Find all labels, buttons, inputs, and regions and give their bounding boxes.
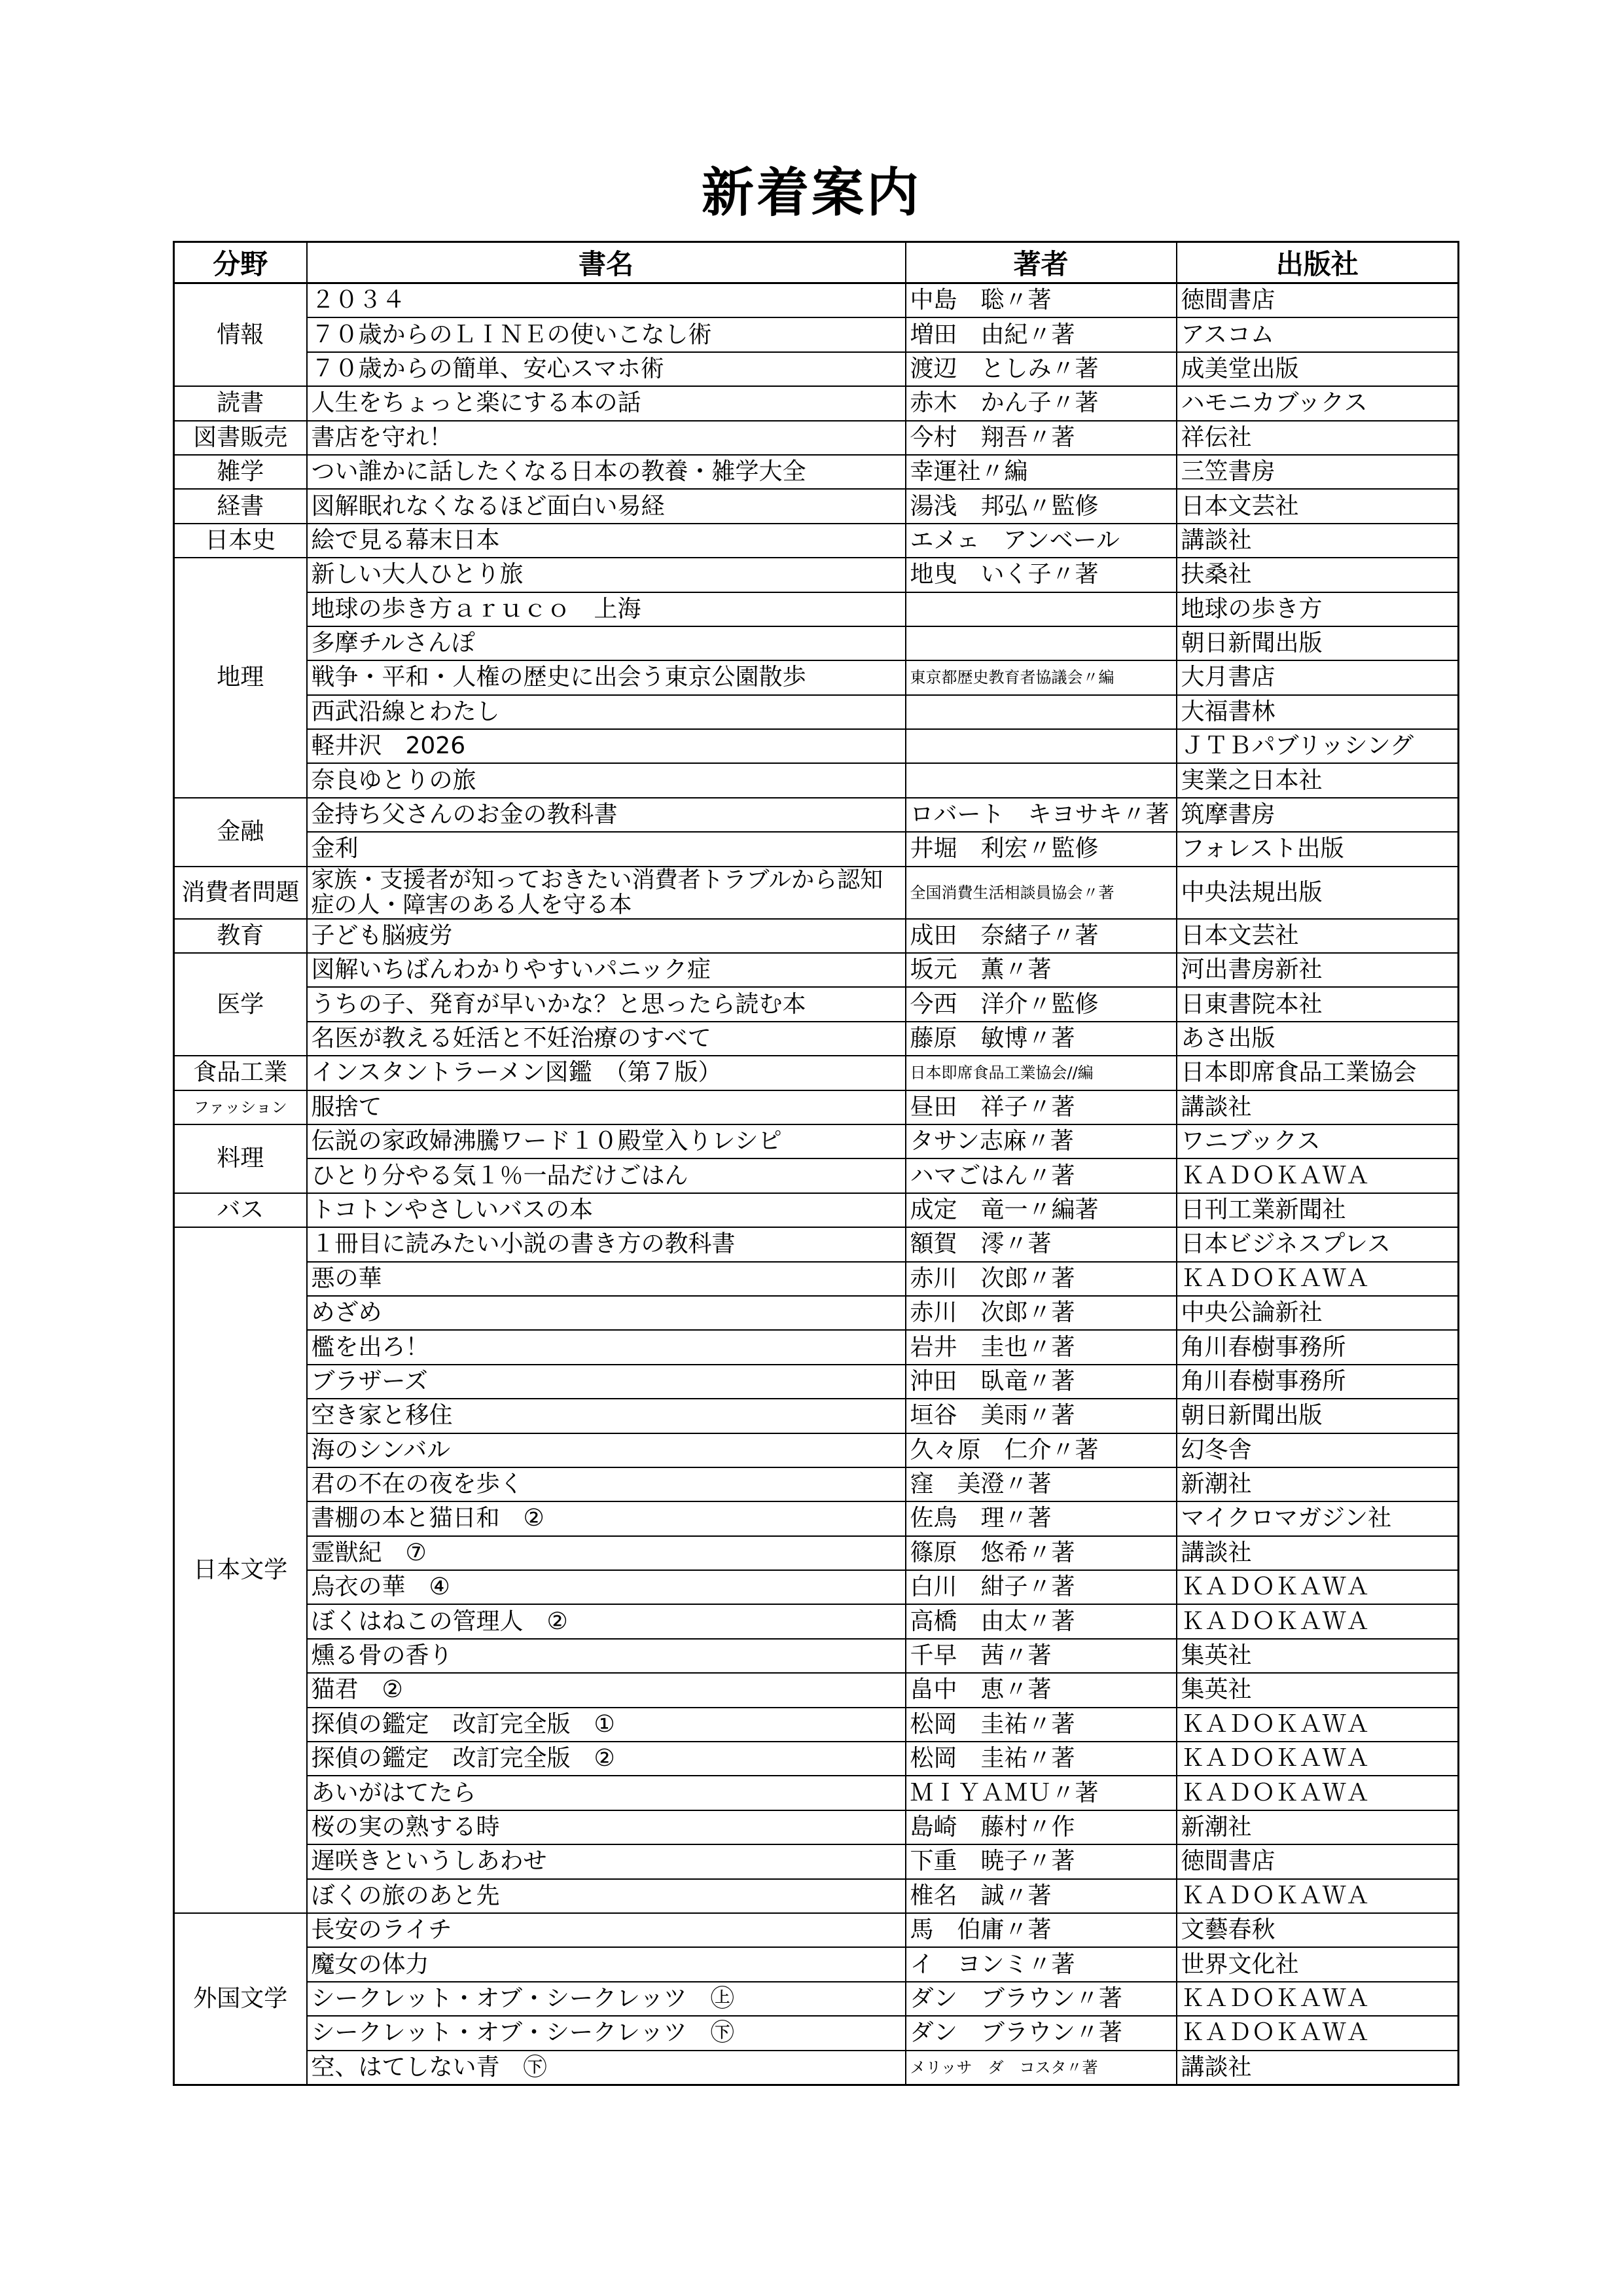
author-cell: 千早 茜〃著 <box>906 1639 1177 1673</box>
author-cell: 松岡 圭祐〃著 <box>906 1742 1177 1776</box>
table-row <box>174 1399 1459 1433</box>
title-cell: ブラザーズ <box>307 1365 906 1399</box>
title-cell: トコトンやさしいバスの本 <box>307 1193 906 1227</box>
title-cell: 西武沿線とわたし <box>307 695 906 729</box>
table-row <box>174 729 1459 763</box>
author-cell: 下重 暁子〃著 <box>906 1844 1177 1878</box>
publisher-cell: 世界文化社 <box>1177 1947 1459 1981</box>
title-cell: インスタントラーメン図鑑 （第７版） <box>307 1056 906 1090</box>
publisher-cell: 日本即席食品工業協会 <box>1177 1056 1459 1090</box>
category-cell: 図書販売 <box>174 421 307 455</box>
title-cell: 伝説の家政婦沸騰ワード１０殿堂入りレシピ <box>307 1124 906 1158</box>
table-row <box>174 1330 1459 1364</box>
table-row <box>174 592 1459 626</box>
category-cell: 食品工業 <box>174 1056 307 1090</box>
table-row <box>174 1570 1459 1604</box>
page-title: 新着案内 <box>702 162 921 223</box>
title-cell: 金持ち父さんのお金の教科書 <box>307 798 906 832</box>
table-row <box>174 867 1459 919</box>
table-row <box>174 1604 1459 1638</box>
publisher-cell: ＫＡＤＯＫＡＷＡ <box>1177 1570 1459 1604</box>
publisher-cell: 徳間書店 <box>1177 283 1459 318</box>
title-cell: シークレット・オブ・シークレッツ ㊤ <box>307 1982 906 2016</box>
table-row <box>174 317 1459 351</box>
title-cell: 空、はてしない青 ㊦ <box>307 2051 906 2085</box>
table-row <box>174 1982 1459 2016</box>
author-cell: 地曳 いく子〃著 <box>906 558 1177 592</box>
author-cell <box>906 763 1177 797</box>
category-cell: 地理 <box>174 558 307 798</box>
table-row <box>174 1879 1459 1913</box>
title-cell: 檻を出ろ！ <box>307 1330 906 1364</box>
publisher-cell: 日本文芸社 <box>1177 919 1459 953</box>
author-cell: 島崎 藤村〃作 <box>906 1810 1177 1844</box>
table-row <box>174 1467 1459 1501</box>
title-cell: 図解眠れなくなるほど面白い易経 <box>307 489 906 523</box>
publisher-cell: あさ出版 <box>1177 1022 1459 1056</box>
table-row <box>174 455 1459 489</box>
title-cell: ぼくの旅のあと先 <box>307 1879 906 1913</box>
author-cell: 昼田 祥子〃著 <box>906 1090 1177 1124</box>
table-row <box>174 919 1459 953</box>
author-cell: ダン ブラウン〃著 <box>906 2016 1177 2050</box>
title-cell: 遅咲きというしあわせ <box>307 1844 906 1878</box>
category-cell: 読書 <box>174 386 307 420</box>
publisher-cell: 朝日新聞出版 <box>1177 626 1459 660</box>
author-cell: 渡辺 としみ〃著 <box>906 352 1177 386</box>
table-row <box>174 2051 1459 2085</box>
table-row <box>174 1501 1459 1535</box>
publisher-cell: 集英社 <box>1177 1639 1459 1673</box>
title-cell: 多摩チルさんぽ <box>307 626 906 660</box>
author-cell: 赤川 次郎〃著 <box>906 1296 1177 1330</box>
publisher-cell: ＫＡＤＯＫＡＷＡ <box>1177 1158 1459 1193</box>
author-cell: 坂元 薫〃著 <box>906 953 1177 987</box>
header-category: 分野 <box>174 242 307 283</box>
title-cell: ７０歳からのＬＩＮＥの使いこなし術 <box>307 317 906 351</box>
title-cell: あいがはてたら <box>307 1776 906 1810</box>
publisher-cell: 扶桑社 <box>1177 558 1459 592</box>
category-cell: バス <box>174 1193 307 1227</box>
publisher-cell: 三笠書房 <box>1177 455 1459 489</box>
title-cell: うちの子、発育が早いかな？と思ったら読む本 <box>307 987 906 1021</box>
author-cell: 赤木 かん子〃著 <box>906 386 1177 420</box>
author-cell: 東京都歴史教育者協議会〃編 <box>906 660 1177 694</box>
header-publisher: 出版社 <box>1177 242 1459 283</box>
publisher-cell: 大月書店 <box>1177 660 1459 694</box>
author-cell: 松岡 圭祐〃著 <box>906 1708 1177 1742</box>
title-cell: ぼくはねこの管理人 ② <box>307 1604 906 1638</box>
publisher-cell: ＫＡＤＯＫＡＷＡ <box>1177 2016 1459 2050</box>
publisher-cell: 祥伝社 <box>1177 421 1459 455</box>
publisher-cell: 幻冬舎 <box>1177 1433 1459 1467</box>
table-row <box>174 1124 1459 1158</box>
table-row <box>174 1193 1459 1227</box>
author-cell: ロバート キヨサキ〃著 <box>906 798 1177 832</box>
table-row <box>174 421 1459 455</box>
author-cell: イ ヨンミ〃著 <box>906 1947 1177 1981</box>
publisher-cell: ＫＡＤＯＫＡＷＡ <box>1177 1708 1459 1742</box>
publisher-cell: ワニブックス <box>1177 1124 1459 1158</box>
author-cell: 畠中 恵〃著 <box>906 1673 1177 1707</box>
author-cell: ダン ブラウン〃著 <box>906 1982 1177 2016</box>
table-row <box>174 1158 1459 1193</box>
author-cell: 今村 翔吾〃著 <box>906 421 1177 455</box>
title-cell: 軽井沢 2026 <box>307 729 906 763</box>
author-cell: 沖田 臥竜〃著 <box>906 1365 1177 1399</box>
title-cell: 新しい大人ひとり旅 <box>307 558 906 592</box>
table-row <box>174 626 1459 660</box>
title-cell: 猫君 ② <box>307 1673 906 1707</box>
table-row <box>174 283 1459 318</box>
publisher-cell: アスコム <box>1177 317 1459 351</box>
publisher-cell: 地球の歩き方 <box>1177 592 1459 626</box>
publisher-cell: 日刊工業新聞社 <box>1177 1193 1459 1227</box>
table-row <box>174 558 1459 592</box>
category-cell: 医学 <box>174 953 307 1056</box>
author-cell <box>906 592 1177 626</box>
author-cell: 椎名 誠〃著 <box>906 1879 1177 1913</box>
table-row <box>174 1262 1459 1296</box>
title-cell: 探偵の鑑定 改訂完全版 ② <box>307 1742 906 1776</box>
header-row <box>174 242 1459 283</box>
category-cell: 教育 <box>174 919 307 953</box>
author-cell: 増田 由紀〃著 <box>906 317 1177 351</box>
category-cell: ファッション <box>174 1090 307 1124</box>
title-cell: 地球の歩き方ａｒｕｃｏ 上海 <box>307 592 906 626</box>
table-row <box>174 953 1459 987</box>
category-cell: 料理 <box>174 1124 307 1193</box>
category-cell: 経書 <box>174 489 307 523</box>
category-cell: 日本文学 <box>174 1227 307 1913</box>
publisher-cell: ＪＴＢパブリッシング <box>1177 729 1459 763</box>
publisher-cell: 実業之日本社 <box>1177 763 1459 797</box>
author-cell: 成定 竜一〃編著 <box>906 1193 1177 1227</box>
title-cell: 奈良ゆとりの旅 <box>307 763 906 797</box>
author-cell: 中島 聡〃著 <box>906 283 1177 318</box>
table-row <box>174 1913 1459 1947</box>
new-arrivals-table <box>173 241 1459 2086</box>
publisher-cell: 講談社 <box>1177 1090 1459 1124</box>
author-cell: 白川 紺子〃著 <box>906 1570 1177 1604</box>
title-cell: 絵で見る幕末日本 <box>307 524 906 558</box>
title-cell: 書店を守れ！ <box>307 421 906 455</box>
author-cell: 岩井 圭也〃著 <box>906 1330 1177 1364</box>
header-author: 著者 <box>906 242 1177 283</box>
title-cell: 悪の華 <box>307 1262 906 1296</box>
table-row <box>174 489 1459 523</box>
publisher-cell: 新潮社 <box>1177 1810 1459 1844</box>
publisher-cell: 角川春樹事務所 <box>1177 1365 1459 1399</box>
title-cell: ２０３４ <box>307 283 906 318</box>
publisher-cell: ＫＡＤＯＫＡＷＡ <box>1177 1604 1459 1638</box>
table-row <box>174 1776 1459 1810</box>
table-row <box>174 1742 1459 1776</box>
title-cell: 君の不在の夜を歩く <box>307 1467 906 1501</box>
table-row <box>174 1639 1459 1673</box>
publisher-cell: 成美堂出版 <box>1177 352 1459 386</box>
title-cell: 空き家と移住 <box>307 1399 906 1433</box>
publisher-cell: ＫＡＤＯＫＡＷＡ <box>1177 1982 1459 2016</box>
publisher-cell: 講談社 <box>1177 1536 1459 1570</box>
author-cell: 井堀 利宏〃監修 <box>906 832 1177 866</box>
author-cell: タサン志麻〃著 <box>906 1124 1177 1158</box>
publisher-cell: 河出書房新社 <box>1177 953 1459 987</box>
title-cell: ひとり分やる気１％一品だけごはん <box>307 1158 906 1193</box>
publisher-cell: 日本ビジネスプレス <box>1177 1227 1459 1261</box>
title-cell: 家族・支援者が知っておきたい消費者トラブルから認知症の人・障害のある人を守る本 <box>307 867 906 919</box>
title-cell: 燻る骨の香り <box>307 1639 906 1673</box>
author-cell: 垣谷 美雨〃著 <box>906 1399 1177 1433</box>
author-cell: 湯浅 邦弘〃監修 <box>906 489 1177 523</box>
table-row <box>174 763 1459 797</box>
author-cell: 幸運社〃編 <box>906 455 1177 489</box>
title-cell: 子ども脳疲労 <box>307 919 906 953</box>
table-row <box>174 1090 1459 1124</box>
category-cell: 金融 <box>174 798 307 867</box>
publisher-cell: 講談社 <box>1177 524 1459 558</box>
publisher-cell: 集英社 <box>1177 1673 1459 1707</box>
publisher-cell: 筑摩書房 <box>1177 798 1459 832</box>
author-cell: 馬 伯庸〃著 <box>906 1913 1177 1947</box>
publisher-cell: 朝日新聞出版 <box>1177 1399 1459 1433</box>
author-cell: 藤原 敏博〃著 <box>906 1022 1177 1056</box>
author-cell: メリッサ ダ コスタ〃著 <box>906 2051 1177 2085</box>
author-cell: 全国消費生活相談員協会〃著 <box>906 867 1177 919</box>
publisher-cell: 中央法規出版 <box>1177 867 1459 919</box>
title-cell: 戦争・平和・人権の歴史に出会う東京公園散歩 <box>307 660 906 694</box>
author-cell: ハマごはん〃著 <box>906 1158 1177 1193</box>
title-cell: 図解いちばんわかりやすいパニック症 <box>307 953 906 987</box>
table-row <box>174 660 1459 694</box>
table-body <box>174 283 1459 2085</box>
publisher-cell: 大福書林 <box>1177 695 1459 729</box>
author-cell: 佐鳥 理〃著 <box>906 1501 1177 1535</box>
title-cell: 金利 <box>307 832 906 866</box>
title-cell: 人生をちょっと楽にする本の話 <box>307 386 906 420</box>
author-cell: 久々原 仁介〃著 <box>906 1433 1177 1467</box>
publisher-cell: ハモニカブックス <box>1177 386 1459 420</box>
publisher-cell: 角川春樹事務所 <box>1177 1330 1459 1364</box>
title-cell: つい誰かに話したくなる日本の教養・雑学大全 <box>307 455 906 489</box>
publisher-cell: 徳間書店 <box>1177 1844 1459 1878</box>
publisher-cell: ＫＡＤＯＫＡＷＡ <box>1177 1879 1459 1913</box>
category-cell: 外国文学 <box>174 1913 307 2085</box>
publisher-cell: 日本文芸社 <box>1177 489 1459 523</box>
title-cell: ７０歳からの簡単、安心スマホ術 <box>307 352 906 386</box>
table-row <box>174 524 1459 558</box>
publisher-cell: ＫＡＤＯＫＡＷＡ <box>1177 1262 1459 1296</box>
author-cell: 成田 奈緒子〃著 <box>906 919 1177 953</box>
publisher-cell: ＫＡＤＯＫＡＷＡ <box>1177 1742 1459 1776</box>
publisher-cell: マイクロマガジン社 <box>1177 1501 1459 1535</box>
header-title: 書名 <box>307 242 906 283</box>
author-cell: 赤川 次郎〃著 <box>906 1262 1177 1296</box>
title-cell: 探偵の鑑定 改訂完全版 ① <box>307 1708 906 1742</box>
category-cell: 日本史 <box>174 524 307 558</box>
table-row <box>174 1536 1459 1570</box>
publisher-cell: 新潮社 <box>1177 1467 1459 1501</box>
table-row <box>174 1708 1459 1742</box>
title-cell: 海のシンバル <box>307 1433 906 1467</box>
title-cell: 名医が教える妊活と不妊治療のすべて <box>307 1022 906 1056</box>
table-row <box>174 695 1459 729</box>
table-row <box>174 1227 1459 1261</box>
category-cell: 雑学 <box>174 455 307 489</box>
author-cell: 篠原 悠希〃著 <box>906 1536 1177 1570</box>
publisher-cell: ＫＡＤＯＫＡＷＡ <box>1177 1776 1459 1810</box>
author-cell: 額賀 澪〃著 <box>906 1227 1177 1261</box>
author-cell: ＭＩＹＡＭＵ〃著 <box>906 1776 1177 1810</box>
table-row <box>174 1810 1459 1844</box>
publisher-cell: 文藝春秋 <box>1177 1913 1459 1947</box>
table-row <box>174 798 1459 832</box>
table-row <box>174 1365 1459 1399</box>
title-cell: 魔女の体力 <box>307 1947 906 1981</box>
table-row <box>174 352 1459 386</box>
author-cell <box>906 626 1177 660</box>
author-cell: 高橋 由太〃著 <box>906 1604 1177 1638</box>
table-row <box>174 987 1459 1021</box>
author-cell <box>906 695 1177 729</box>
publisher-cell: フォレスト出版 <box>1177 832 1459 866</box>
category-cell: 情報 <box>174 283 307 387</box>
table-row <box>174 1296 1459 1330</box>
author-cell: エメェ アンベール <box>906 524 1177 558</box>
title-cell: 霊獣紀 ⑦ <box>307 1536 906 1570</box>
title-cell: 書棚の本と猫日和 ② <box>307 1501 906 1535</box>
table-row <box>174 386 1459 420</box>
title-cell: 服捨て <box>307 1090 906 1124</box>
author-cell: 今西 洋介〃監修 <box>906 987 1177 1021</box>
table-row <box>174 1947 1459 1981</box>
table-row <box>174 1022 1459 1056</box>
author-cell <box>906 729 1177 763</box>
title-cell: シークレット・オブ・シークレッツ ㊦ <box>307 2016 906 2050</box>
table-row <box>174 1844 1459 1878</box>
author-cell: 窪 美澄〃著 <box>906 1467 1177 1501</box>
author-cell: 日本即席食品工業協会//編 <box>906 1056 1177 1090</box>
table-row <box>174 832 1459 866</box>
table-row <box>174 2016 1459 2050</box>
publisher-cell: 講談社 <box>1177 2051 1459 2085</box>
table-row <box>174 1673 1459 1707</box>
title-cell: １冊目に読みたい小説の書き方の教科書 <box>307 1227 906 1261</box>
category-cell: 消費者問題 <box>174 867 307 919</box>
table-row <box>174 1433 1459 1467</box>
title-cell: 桜の実の熟する時 <box>307 1810 906 1844</box>
title-cell: めざめ <box>307 1296 906 1330</box>
title-cell: 長安のライチ <box>307 1913 906 1947</box>
publisher-cell: 日東書院本社 <box>1177 987 1459 1021</box>
title-cell: 烏衣の華 ④ <box>307 1570 906 1604</box>
table-row <box>174 1056 1459 1090</box>
publisher-cell: 中央公論新社 <box>1177 1296 1459 1330</box>
